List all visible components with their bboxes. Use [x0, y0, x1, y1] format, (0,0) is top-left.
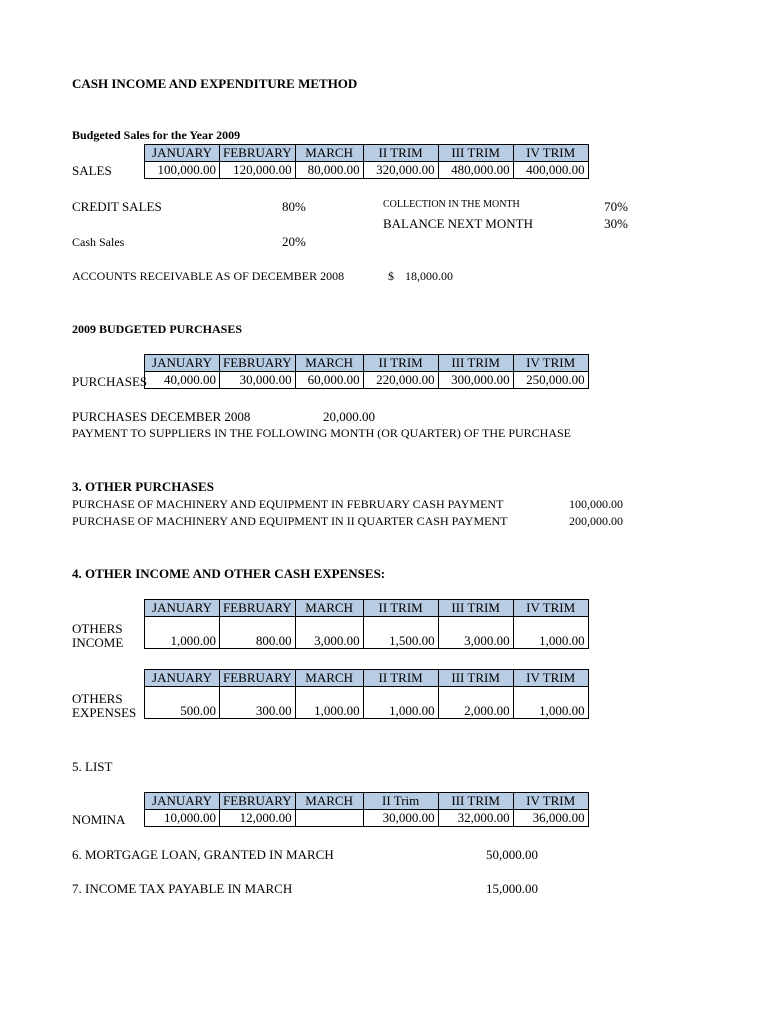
accounts-receivable-currency: $: [388, 269, 394, 283]
credit-sales-pct: 80%: [282, 199, 306, 214]
expenses-value-cell: 1,000.00: [363, 687, 438, 719]
list-value-cell: 32,000.00: [438, 810, 513, 827]
list-value-cell: 36,000.00: [513, 810, 588, 827]
sales-header-cell: MARCH: [295, 145, 363, 162]
sales-header-cell: JANUARY: [145, 145, 220, 162]
other-expenses-table: [144, 669, 589, 719]
income-header-cell: MARCH: [295, 600, 363, 617]
purchases-heading: 2009 BUDGETED PURCHASES: [72, 322, 243, 336]
purchases-header-cell: MARCH: [295, 355, 363, 372]
sales-table: [144, 144, 589, 179]
list-value-cell: 30,000.00: [363, 810, 438, 827]
others-income-label-line: OTHERS: [72, 621, 123, 636]
expenses-header-cell: MARCH: [295, 670, 363, 687]
list-header-cell: JANUARY: [145, 793, 220, 810]
purchases-header-cell: IV TRIM: [513, 355, 588, 372]
others-expenses-label-line: OTHERS: [72, 691, 123, 706]
expenses-value-cell: 2,000.00: [438, 687, 513, 719]
expenses-header-cell: III TRIM: [438, 670, 513, 687]
payment-note: PAYMENT TO SUPPLIERS IN THE FOLLOWING MONTH (OR QUARTER) OF THE PURCHASE: [72, 426, 571, 440]
purchases-december-label: PURCHASES DECEMBER 2008: [72, 409, 251, 424]
income-header-cell: JANUARY: [145, 600, 220, 617]
income-value-cell: 3,000.00: [438, 617, 513, 649]
purchases-header-cell: III TRIM: [438, 355, 513, 372]
balance-label: BALANCE NEXT MONTH: [383, 216, 533, 231]
purchases-value-cell: 220,000.00: [363, 372, 438, 389]
expenses-value-cell: 500.00: [145, 687, 220, 719]
sales-value-cell: 480,000.00: [438, 162, 513, 179]
expenses-header-cell: FEBRUARY: [220, 670, 296, 687]
purchases-header-cell: II TRIM: [363, 355, 438, 372]
sales-value-cell: 100,000.00: [145, 162, 220, 179]
mortgage-label: 6. MORTGAGE LOAN, GRANTED IN MARCH: [72, 847, 334, 862]
purchases-header-cell: FEBRUARY: [220, 355, 296, 372]
purchases-row-label: PURCHASES: [72, 374, 148, 389]
sales-value-cell: 120,000.00: [220, 162, 296, 179]
income-header-cell: IV TRIM: [513, 600, 588, 617]
list-heading: 5. LIST: [72, 759, 113, 774]
sales-header-cell: IV TRIM: [513, 145, 588, 162]
list-header-cell: IV TRIM: [513, 793, 588, 810]
cash-sales-pct: 20%: [282, 234, 306, 249]
accounts-receivable-value: 18,000.00: [405, 269, 453, 283]
expenses-header-cell: JANUARY: [145, 670, 220, 687]
mortgage-value: 50,000.00: [486, 847, 538, 862]
other-income-expenses-heading: 4. OTHER INCOME AND OTHER CASH EXPENSES:: [72, 566, 386, 581]
sales-header-cell: FEBRUARY: [220, 145, 296, 162]
expenses-header-cell: IV TRIM: [513, 670, 588, 687]
income-header-cell: II TRIM: [363, 600, 438, 617]
sales-heading: Budgeted Sales for the Year 2009: [72, 128, 241, 142]
list-table: [144, 792, 589, 827]
list-header-cell: III TRIM: [438, 793, 513, 810]
sales-row-label: SALES: [72, 163, 112, 178]
others-expenses-label-line: EXPENSES: [72, 705, 137, 720]
purchases-value-cell: 60,000.00: [295, 372, 363, 389]
sales-value-cell: 320,000.00: [363, 162, 438, 179]
expenses-header-cell: II TRIM: [363, 670, 438, 687]
sales-value-cell: 400,000.00: [513, 162, 588, 179]
balance-pct: 30%: [604, 216, 628, 231]
credit-sales-label: CREDIT SALES: [72, 199, 162, 214]
purchases-value-cell: 40,000.00: [145, 372, 220, 389]
cash-sales-label: Cash Sales: [72, 235, 125, 249]
purchases-value-cell: 30,000.00: [220, 372, 296, 389]
purchases-december-value: 20,000.00: [323, 409, 375, 424]
purchases-header-cell: JANUARY: [145, 355, 220, 372]
others-income-label-line: INCOME: [72, 635, 124, 650]
income-value-cell: 1,500.00: [363, 617, 438, 649]
other-purchase-item-label: PURCHASE OF MACHINERY AND EQUIPMENT IN II QUARTER CASH PAYMENT: [72, 514, 508, 528]
income-header-cell: III TRIM: [438, 600, 513, 617]
other-purchase-item-label: PURCHASE OF MACHINERY AND EQUIPMENT IN FEBRUARY CASH PAYMENT: [72, 497, 504, 511]
accounts-receivable-label: ACCOUNTS RECEIVABLE AS OF DECEMBER 2008: [72, 269, 345, 283]
expenses-value-cell: 300.00: [220, 687, 296, 719]
page-title: CASH INCOME AND EXPENDITURE METHOD: [72, 76, 358, 91]
collection-pct: 70%: [604, 199, 628, 214]
nomina-row-label: NOMINA: [72, 812, 126, 827]
income-tax-label: 7. INCOME TAX PAYABLE IN MARCH: [72, 881, 293, 896]
income-value-cell: 800.00: [220, 617, 296, 649]
income-value-cell: 3,000.00: [295, 617, 363, 649]
income-tax-value: 15,000.00: [486, 881, 538, 896]
list-header-cell: MARCH: [295, 793, 363, 810]
list-value-cell: [295, 810, 363, 827]
list-header-cell: FEBRUARY: [220, 793, 296, 810]
list-value-cell: 12,000.00: [220, 810, 296, 827]
list-value-cell: 10,000.00: [145, 810, 220, 827]
sales-header-cell: III TRIM: [438, 145, 513, 162]
others-expenses-label: [72, 692, 136, 720]
other-purchases-heading: 3. OTHER PURCHASES: [72, 479, 214, 494]
other-purchase-item-value: 200,000.00: [569, 514, 623, 528]
others-income-label: [72, 622, 123, 650]
purchases-table: [144, 354, 589, 389]
purchases-value-cell: 250,000.00: [513, 372, 588, 389]
list-header-cell: II Trim: [363, 793, 438, 810]
expenses-value-cell: 1,000.00: [513, 687, 588, 719]
expenses-value-cell: 1,000.00: [295, 687, 363, 719]
income-value-cell: 1,000.00: [145, 617, 220, 649]
collection-label: COLLECTION IN THE MONTH: [383, 199, 520, 210]
purchases-value-cell: 300,000.00: [438, 372, 513, 389]
income-value-cell: 1,000.00: [513, 617, 588, 649]
sales-header-cell: II TRIM: [363, 145, 438, 162]
other-purchase-item-value: 100,000.00: [569, 497, 623, 511]
other-income-table: [144, 599, 589, 649]
income-header-cell: FEBRUARY: [220, 600, 296, 617]
sales-value-cell: 80,000.00: [295, 162, 363, 179]
